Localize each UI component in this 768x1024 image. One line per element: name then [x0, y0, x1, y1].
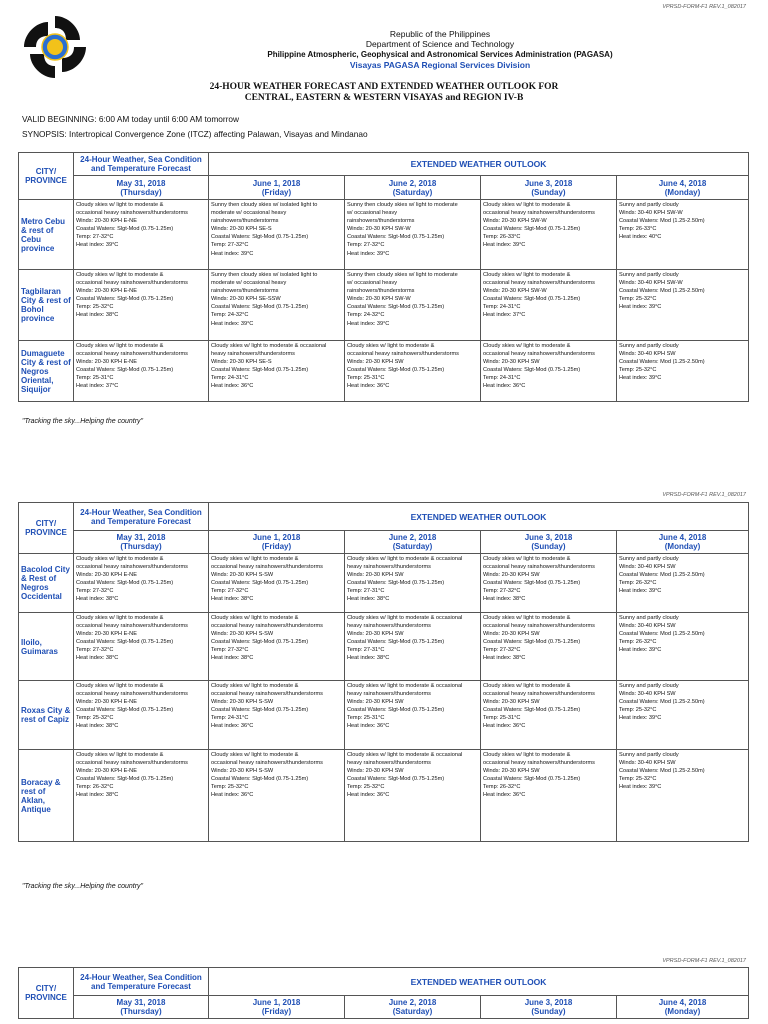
forecast-cell: Cloudy skies w/ light to moderate & occasional heavy rainshowers/thunderstorms Winds: 20-30 KPH E-NE Coastal Waters: Slgt-Mod (0.75-1.25m) Temp: 25-31°C Heat index: 37°C [74, 341, 209, 402]
city-name: Tagbilaran City & rest of Bohol province [19, 270, 74, 341]
forecast-cell: Cloudy skies w/ light to moderate & occasional heavy rainshowers/thunderstorms Winds: 20-30 KPH E-NE Coastal Waters: Slgt-Mod (0.75-1.25m) Temp: 25-32°C Heat index: 38°C [74, 681, 209, 750]
forecast-cell: Cloudy skies w/ light to moderate & occasional heavy rainshowers/thunderstorms Winds: 20-30 KPH E-NE Coastal Waters: Slgt-Mod (0.75-1.25m) Temp: 27-32°C Heat index: 39°C [74, 200, 209, 270]
header-republic: Republic of the Philippines [389, 29, 491, 39]
header-city: CITY/ PROVINCE [19, 968, 74, 1019]
slogan: "Tracking the sky...Helping the country" [22, 418, 144, 425]
city-name: Roxas City & rest of Capiz [19, 681, 74, 750]
forecast-table-3 [18, 967, 749, 1019]
forecast-cell: Cloudy skies w/ light to moderate & occasional heavy rainshowers/thunderstorms Winds: 20-30 KPH SW Coastal Waters: Slgt-Mod (0.75-1.25m) Temp: 25-31°C Heat index: 36°C [481, 681, 617, 750]
forecast-cell: Sunny then cloudy skies w/ isolated light to moderate w/ occasional heavy rainshowers/thunderstorms Winds: 20-30 KPH SE-SSW Coastal Waters: Slgt-Mod (0.75-1.25m) Temp: 24-32°C Heat index: 39°C [209, 270, 345, 341]
header-24h-forecast: 24-Hour Weather, Sea Condition and Temperature Forecast [74, 968, 209, 996]
forecast-cell: Cloudy skies w/ light to moderate & occasional heavy rainshowers/thunderstorms Winds: 20-30 KPH SW Coastal Waters: Slgt-Mod (0.75-1.25m) Temp: 25-31°C Heat index: 36°C [345, 681, 481, 750]
table-row [19, 200, 749, 270]
forecast-cell: Cloudy skies w/ light to moderate & occasional heavy rainshowers/thunderstorms Winds: 20-30 KPH E-NE Coastal Waters: Slgt-Mod (0.75-1.25m) Temp: 27-32°C Heat index: 38°C [74, 554, 209, 613]
day-header: May 31, 2018 (Thursday) [74, 531, 209, 554]
forecast-cell: Cloudy skies w/ light to moderate & occasional heavy rainshowers/thunderstorms Winds: 20-30 KPH SW-W Coastal Waters: Slgt-Mod (0.75-1.25m) Temp: 26-33°C Heat index: 39°C [481, 200, 617, 270]
slogan: "Tracking the sky...Helping the country" [22, 883, 144, 890]
day-header: May 31, 2018 (Thursday) [74, 176, 209, 200]
day-header: June 2, 2018 (Saturday) [345, 531, 481, 554]
valid-period: VALID BEGINNING: 6:00 AM today until 6:00 AM tomorrow [22, 114, 240, 124]
doc-title-line1: 24-HOUR WEATHER FORECAST AND EXTENDED WEATHER OUTLOOK FOR [209, 82, 559, 92]
forecast-cell: Cloudy skies w/ light to moderate & occasional heavy rainshowers/thunderstorms Winds: 20-30 KPH E-NE Coastal Waters: Slgt-Mod (0.75-1.25m) Temp: 25-32°C Heat index: 38°C [74, 270, 209, 341]
forecast-cell: Cloudy skies w/ light to moderate & occasional heavy rainshowers/thunderstorms Winds: 20-30 KPH SW Coastal Waters: Slgt-Mod (0.75-1.25m) Temp: 25-32°C Heat index: 36°C [345, 750, 481, 842]
header-city: CITY/ PROVINCE [19, 503, 74, 554]
day-header: June 1, 2018 (Friday) [209, 996, 345, 1019]
forecast-cell: Sunny and partly cloudy Winds: 30-40 KPH SW Coastal Waters: Mod (1.25-2.50m) Temp: 25-32°C Heat index: 39°C [617, 341, 749, 402]
forecast-cell: Cloudy skies w/ light to moderate & occasional heavy rainshowers/thunderstorms Winds: 20-30 KPH SW Coastal Waters: Slgt-Mod (0.75-1.25m) Temp: 27-32°C Heat index: 38°C [481, 554, 617, 613]
forecast-cell: Cloudy skies w/ light to moderate & occasional heavy rainshowers/thunderstorms Winds: 20-30 KPH SW Coastal Waters: Slgt-Mod (0.75-1.25m) Temp: 27-31°C Heat index: 38°C [345, 613, 481, 681]
day-header: June 4, 2018 (Monday) [617, 531, 749, 554]
day-header: June 3, 2018 (Sunday) [481, 176, 617, 200]
header-extended-outlook: EXTENDED WEATHER OUTLOOK [209, 503, 749, 531]
synopsis: SYNOPSIS: Intertropical Convergence Zone (ITCZ) affecting Palawan, Visayas and Mindanao [22, 129, 368, 139]
forecast-cell: Sunny and partly cloudy Winds: 30-40 KPH SW Coastal Waters: Mod (1.25-2.50m) Temp: 25-32°C Heat index: 39°C [617, 750, 749, 842]
day-header: June 4, 2018 (Monday) [617, 996, 749, 1019]
forecast-cell: Cloudy skies w/ light to moderate & occasional heavy rainshowers/thunderstorms Winds: 20-30 KPH E-NE Coastal Waters: Slgt-Mod (0.75-1.25m) Temp: 26-32°C Heat index: 38°C [74, 750, 209, 842]
table-row [19, 681, 749, 750]
form-code: VPRSD-FORM-F1 REV.1_082017 [662, 4, 746, 10]
forecast-cell: Sunny and partly cloudy Winds: 30-40 KPH SW Coastal Waters: Mod (1.25-2.50m) Temp: 25-32°C Heat index: 39°C [617, 681, 749, 750]
table-row [19, 270, 749, 341]
forecast-cell: Cloudy skies w/ light to moderate & occasional heavy rainshowers/thunderstorms Winds: 20-30 KPH S-SW Coastal Waters: Slgt-Mod (0.75-1.25m) Temp: 25-32°C Heat index: 36°C [209, 750, 345, 842]
day-header: June 2, 2018 (Saturday) [345, 996, 481, 1019]
forecast-cell: Cloudy skies w/ light to moderate & occasional heavy rainshowers/thunderstorms Winds: 20-30 KPH E-NE Coastal Waters: Slgt-Mod (0.75-1.25m) Temp: 27-32°C Heat index: 38°C [74, 613, 209, 681]
city-name: Boracay & rest of Aklan, Antique [19, 750, 74, 842]
city-name: Bacolod City & Rest of Negros Occidental [19, 554, 74, 613]
forecast-cell: Cloudy skies w/ light to moderate & occasional heavy rainshowers/thunderstorms Winds: 20-30 KPH S-SW Coastal Waters: Slgt-Mod (0.75-1.25m) Temp: 27-32°C Heat index: 38°C [209, 554, 345, 613]
table-row [19, 750, 749, 842]
doc-title-line2: CENTRAL, EASTERN & WESTERN VISAYAS and REGION IV-B [244, 93, 524, 103]
forecast-cell: Sunny and partly cloudy Winds: 30-40 KPH SW Coastal Waters: Mod (1.25-2.50m) Temp: 26-32°C Heat index: 39°C [617, 613, 749, 681]
forecast-cell: Cloudy skies w/ light to moderate & occasional heavy rainshowers/thunderstorms Winds: 20-30 KPH SW Coastal Waters: Slgt-Mod (0.75-1.25m) Temp: 27-31°C Heat index: 38°C [345, 554, 481, 613]
day-header: June 3, 2018 (Sunday) [481, 996, 617, 1019]
forecast-table-1 [18, 152, 749, 402]
forecast-cell: Cloudy skies w/ light to moderate & occasional heavy rainshowers/thunderstorms Winds: 20-30 KPH SW-W Coastal Waters: Slgt-Mod (0.75-1.25m) Temp: 24-31°C Heat index: 37°C [481, 270, 617, 341]
header-extended-outlook: EXTENDED WEATHER OUTLOOK [209, 968, 749, 996]
header-agency: Philippine Atmospheric, Geophysical and Astronomical Services Administration (PAGASA) [267, 50, 613, 59]
forecast-cell: Sunny and partly cloudy Winds: 30-40 KPH SW Coastal Waters: Mod (1.25-2.50m) Temp: 26-32°C Heat index: 39°C [617, 554, 749, 613]
forecast-cell: Cloudy skies w/ light to moderate & occasional heavy rainshowers/thunderstorms Winds: 20-30 KPH SW Coastal Waters: Slgt-Mod (0.75-1.25m) Temp: 26-32°C Heat index: 36°C [481, 750, 617, 842]
table-row [19, 554, 749, 613]
forecast-cell: Cloudy skies w/ light to moderate & occasional heavy rainshowers/thunderstorms Winds: 20-30 KPH SW Coastal Waters: Slgt-Mod (0.75-1.25m) Temp: 27-32°C Heat index: 38°C [481, 613, 617, 681]
header-city: CITY/ PROVINCE [19, 153, 74, 200]
header-24h-forecast: 24-Hour Weather, Sea Condition and Temperature Forecast [74, 503, 209, 531]
header-24h-forecast: 24-Hour Weather, Sea Condition and Temperature Forecast [74, 153, 209, 176]
forecast-cell: Cloudy skies w/ light to moderate & occasional heavy rainshowers/thunderstorms Winds: 20-30 KPH SW Coastal Waters: Slgt-Mod (0.75-1.25m) Temp: 24-31°C Heat index: 36°C [481, 341, 617, 402]
forecast-cell: Sunny and partly cloudy Winds: 30-40 KPH SW-W Coastal Waters: Mod (1.25-2.50m) Temp: 26-33°C Heat index: 40°C [617, 200, 749, 270]
forecast-cell: Cloudy skies w/ light to moderate & occasional heavy rainshowers/thunderstorms Winds: 20-30 KPH S-SW Coastal Waters: Slgt-Mod (0.75-1.25m) Temp: 24-31°C Heat index: 36°C [209, 681, 345, 750]
day-header: May 31, 2018 (Thursday) [74, 996, 209, 1019]
header-division: Visayas PAGASA Regional Services Division [349, 60, 531, 70]
forecast-cell: Sunny and partly cloudy Winds: 30-40 KPH SW-W Coastal Waters: Mod (1.25-2.50m) Temp: 25-32°C Heat index: 39°C [617, 270, 749, 341]
forecast-cell: Cloudy skies w/ light to moderate & occasional heavy rainshowers/thunderstorms Winds: 20-30 KPH SE-S Coastal Waters: Slgt-Mod (0.75-1.25m) Temp: 24-31°C Heat index: 36°C [209, 341, 345, 402]
day-header: June 2, 2018 (Saturday) [345, 176, 481, 200]
form-code: VPRSD-FORM-F1 REV.1_082017 [662, 958, 746, 964]
city-name: Dumaguete City & rest of Negros Oriental, Siquijor [19, 341, 74, 402]
pagasa-logo-icon [22, 14, 88, 80]
forecast-cell: Sunny then cloudy skies w/ isolated light to moderate w/ occasional heavy rainshowers/thunderstorms Winds: 20-30 KPH SE-S Coastal Waters: Slgt-Mod (0.75-1.25m) Temp: 27-32°C Heat index: 39°C [209, 200, 345, 270]
forecast-cell: Sunny then cloudy skies w/ light to moderate w/ occasional heavy rainshowers/thunderstorms Winds: 20-30 KPH SW-W Coastal Waters: Slgt-Mod (0.75-1.25m) Temp: 24-32°C Heat index: 39°C [345, 270, 481, 341]
header-extended-outlook: EXTENDED WEATHER OUTLOOK [209, 153, 749, 176]
forecast-cell: Sunny then cloudy skies w/ light to moderate w/ occasional heavy rainshowers/thunderstorms Winds: 20-30 KPH SW-W Coastal Waters: Slgt-Mod (0.75-1.25m) Temp: 27-32°C Heat index: 39°C [345, 200, 481, 270]
day-header: June 4, 2018 (Monday) [617, 176, 749, 200]
table-row [19, 613, 749, 681]
day-header: June 1, 2018 (Friday) [209, 176, 345, 200]
table-row [19, 341, 749, 402]
city-name: Iloilo, Guimaras [19, 613, 74, 681]
forecast-cell: Cloudy skies w/ light to moderate & occasional heavy rainshowers/thunderstorms Winds: 20-30 KPH SW Coastal Waters: Slgt-Mod (0.75-1.25m) Temp: 25-31°C Heat index: 36°C [345, 341, 481, 402]
forecast-cell: Cloudy skies w/ light to moderate & occasional heavy rainshowers/thunderstorms Winds: 20-30 KPH S-SW Coastal Waters: Slgt-Mod (0.75-1.25m) Temp: 27-32°C Heat index: 38°C [209, 613, 345, 681]
day-header: June 3, 2018 (Sunday) [481, 531, 617, 554]
forecast-table-2 [18, 502, 749, 842]
form-code: VPRSD-FORM-F1 REV.1_082017 [662, 492, 746, 498]
header-department: Department of Science and Technology [365, 39, 515, 49]
city-name: Metro Cebu & rest of Cebu province [19, 200, 74, 270]
day-header: June 1, 2018 (Friday) [209, 531, 345, 554]
